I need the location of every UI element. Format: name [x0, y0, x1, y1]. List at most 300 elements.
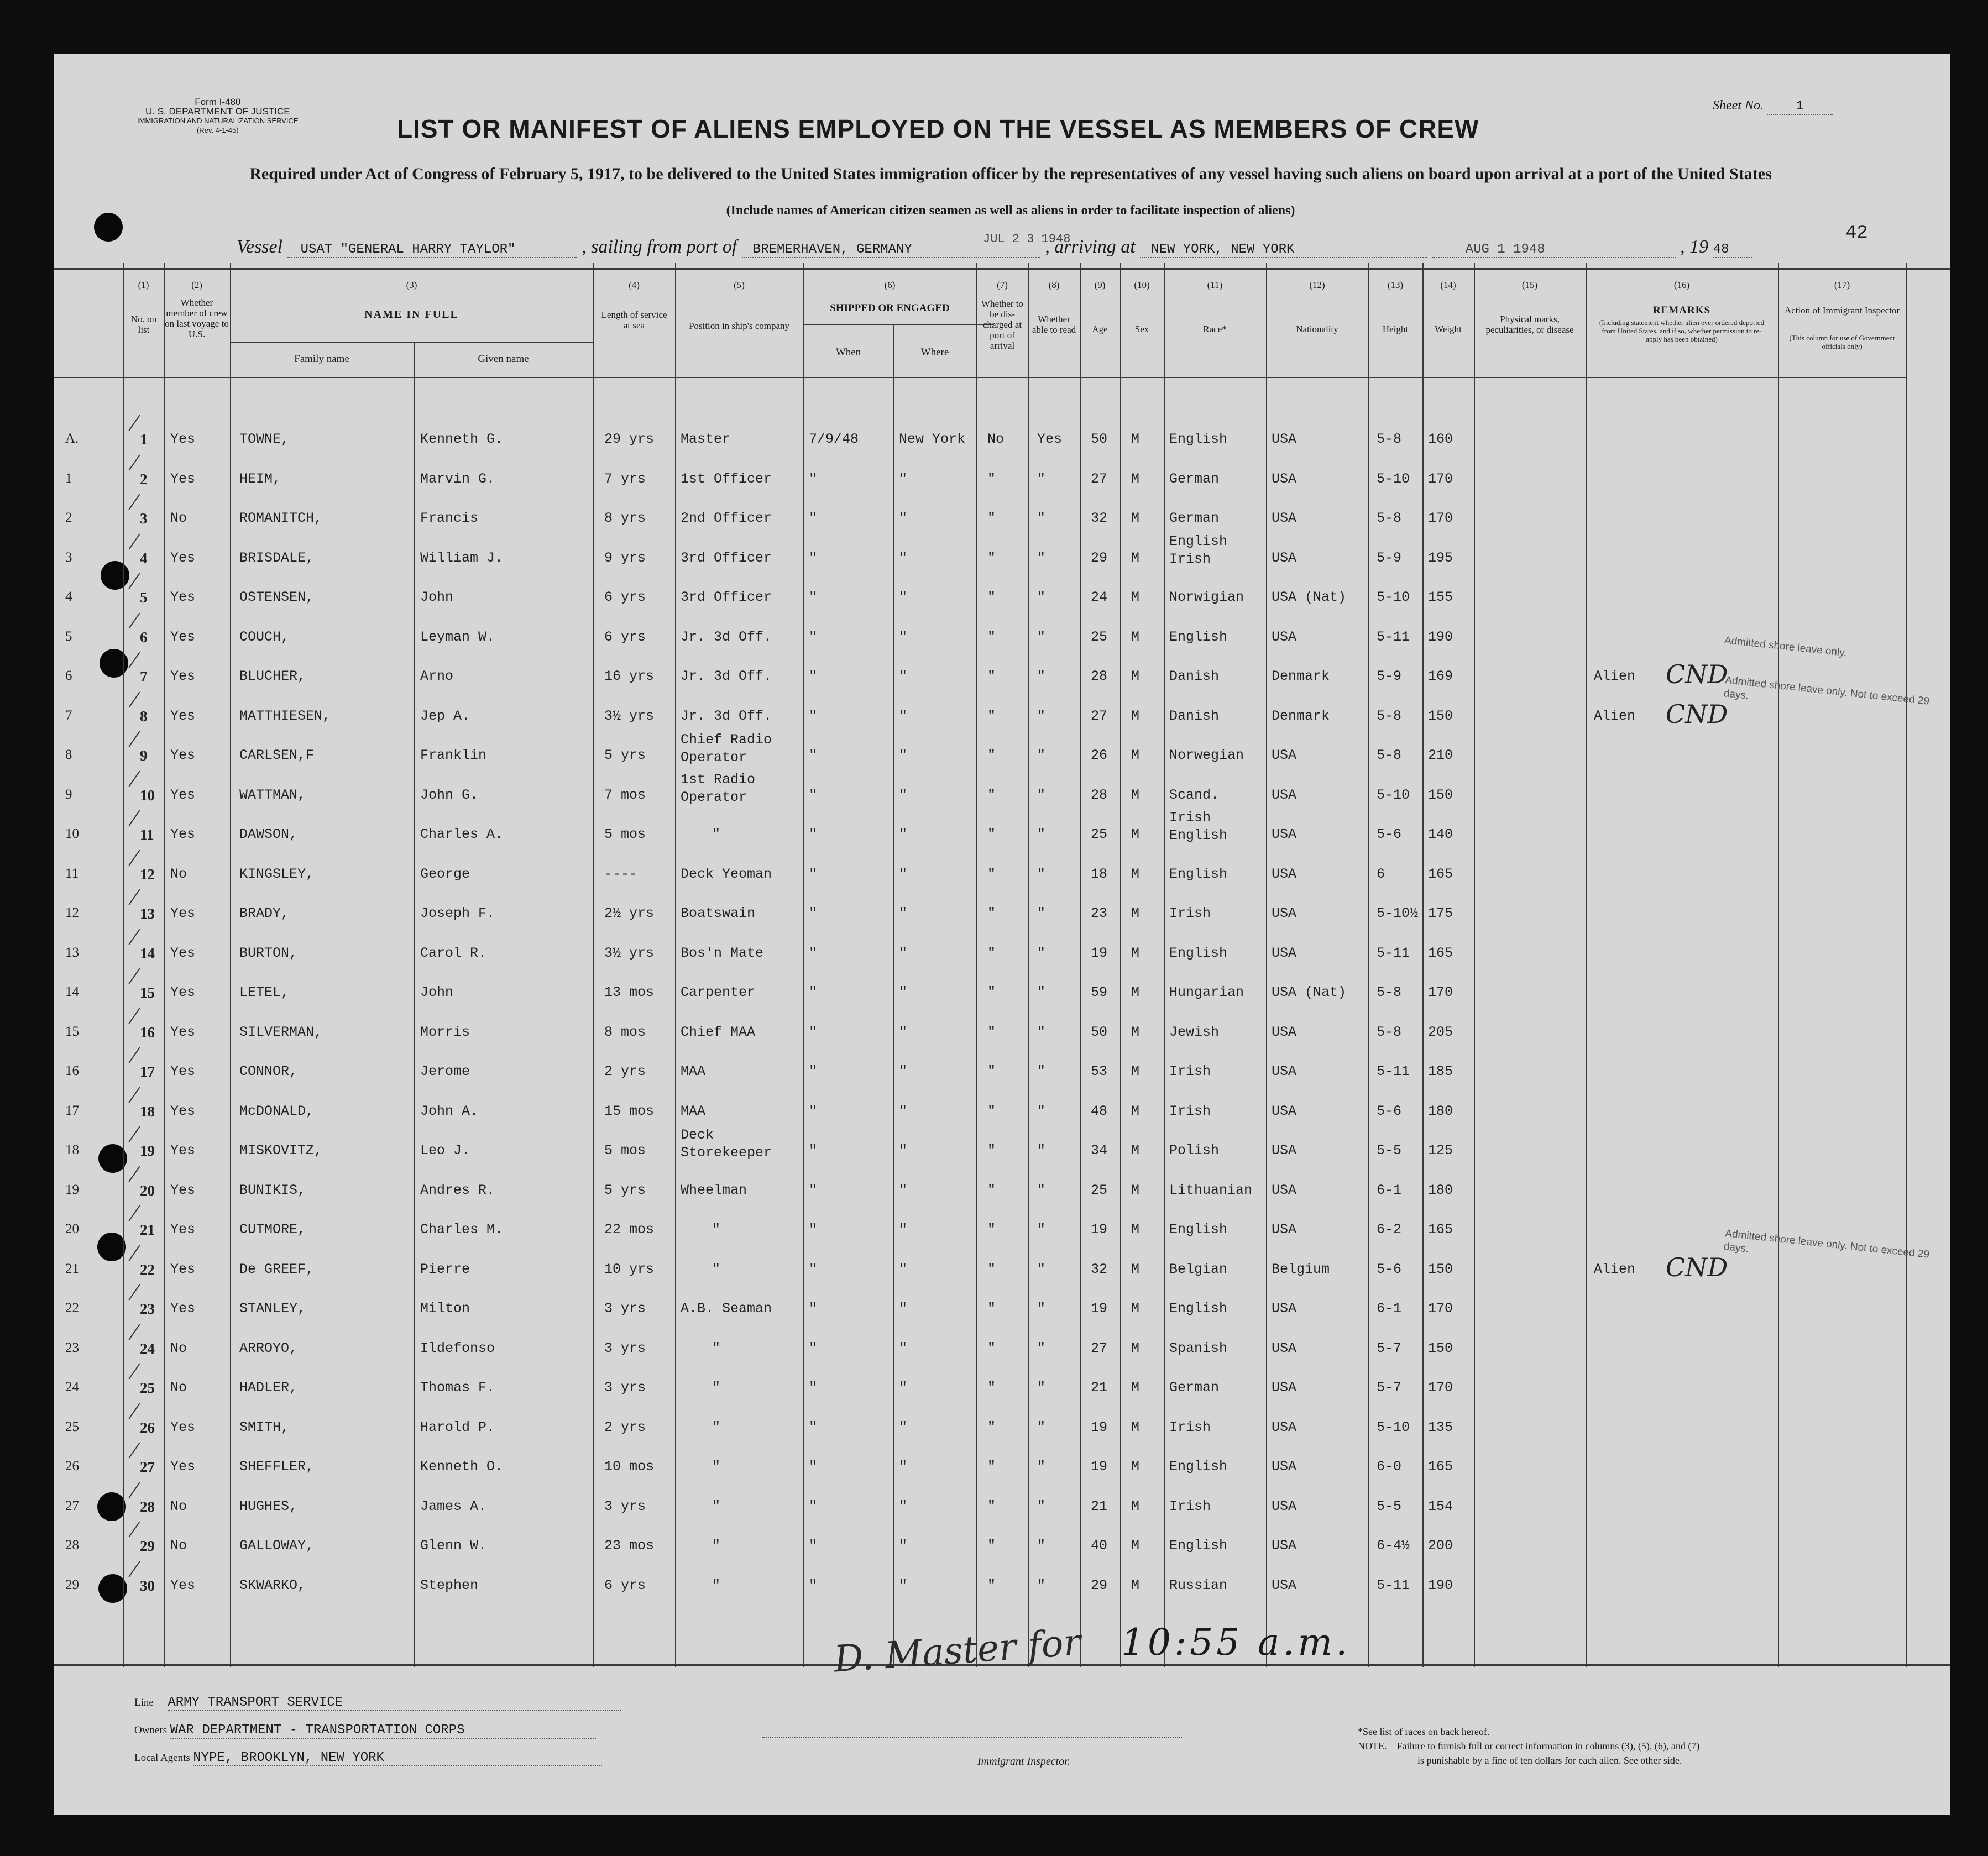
row-age: 28 [1091, 787, 1108, 803]
row-able-to-read: " [1037, 1182, 1046, 1198]
row-list-number: 6 [140, 629, 148, 646]
row-height: 5-8 [1377, 1024, 1402, 1040]
row-height: 5-6 [1377, 1103, 1402, 1119]
row-margin-number: 20 [65, 1221, 79, 1236]
row-race: Irish [1169, 1063, 1211, 1079]
footer-note-fine: NOTE.—Failure to furnish full or correct information in columns (3), (5), (6), and (7) [1358, 1740, 1700, 1752]
row-discharged: " [987, 708, 996, 724]
col-divider [1368, 263, 1369, 1667]
row-given-name: James A. [420, 1498, 487, 1514]
row-shipped-where: " [899, 1538, 908, 1554]
row-position: Jr. 3d Off. [681, 708, 772, 724]
row-admission-stamp: Admitted shore leave only. [1724, 635, 1848, 659]
row-race: Danish [1169, 708, 1220, 724]
row-list-number: 10 [140, 787, 155, 804]
row-discharged: " [987, 945, 996, 961]
line-label: Line [134, 1697, 154, 1708]
row-sex: M [1131, 708, 1140, 724]
col-header-race: Race* [1203, 324, 1227, 334]
row-service-length: 3 yrs [604, 1498, 646, 1514]
row-shipped-where: " [899, 510, 908, 526]
row-able-to-read: " [1037, 550, 1046, 566]
row-family-name: HEIM, [239, 471, 281, 487]
row-weight: 165 [1428, 866, 1453, 882]
row-discharged: " [987, 1142, 996, 1158]
row-given-name: John [420, 589, 454, 605]
row-shipped-where: " [899, 1419, 908, 1435]
row-margin-number: 29 [65, 1577, 79, 1592]
row-sex: M [1131, 550, 1140, 566]
col-header-discharged: Whether to be dis-charged at port of arrival [981, 298, 1023, 351]
row-height: 5-8 [1377, 510, 1402, 526]
row-family-name: SKWARKO, [239, 1577, 306, 1593]
check-mark-icon [128, 1087, 140, 1103]
row-age: 19 [1091, 1419, 1108, 1435]
shipped-subheader-line [803, 324, 994, 325]
row-discharged: " [987, 1538, 996, 1554]
row-service-length: 10 yrs [604, 1261, 655, 1277]
row-height: 5-8 [1377, 747, 1402, 763]
row-service-length: 2 yrs [604, 1419, 646, 1435]
row-shipped-where: " [899, 589, 908, 605]
row-race: English [1169, 1459, 1228, 1475]
vessel-name: USAT "GENERAL HARRY TAYLOR" [287, 242, 577, 258]
row-nationality: USA [1272, 747, 1297, 763]
row-race: Norwigian [1169, 589, 1244, 605]
row-family-name: BRADY, [239, 905, 290, 921]
row-age: 24 [1091, 589, 1108, 605]
form-number: Form I-480 [195, 97, 241, 107]
row-margin-number: 9 [65, 787, 72, 802]
row-sex: M [1131, 984, 1140, 1000]
row-shipped-when: " [809, 1498, 818, 1514]
row-service-length: ---- [604, 866, 638, 882]
row-weight: 169 [1428, 668, 1453, 684]
row-service-length: 6 yrs [604, 1577, 646, 1593]
row-last-voyage: Yes [170, 1142, 196, 1158]
check-mark-icon [128, 1522, 140, 1538]
row-able-to-read: " [1037, 945, 1046, 961]
footer-note-fine-cont: is punishable by a fine of ten dollars for each alien. See other side. [1417, 1755, 1682, 1766]
row-margin-number: 17 [65, 1103, 79, 1118]
row-age: 18 [1091, 866, 1108, 882]
row-race: Irish [1169, 1103, 1211, 1119]
row-nationality: Denmark [1272, 708, 1330, 724]
row-family-name: CONNOR, [239, 1063, 298, 1079]
row-height: 5-10½ [1377, 905, 1419, 921]
row-shipped-when: " [809, 550, 818, 566]
row-given-name: Francis [420, 510, 479, 526]
row-discharged: " [987, 629, 996, 645]
col-divider [123, 263, 124, 1667]
row-shipped-when: " [809, 1103, 818, 1119]
row-family-name: DAWSON, [239, 826, 298, 842]
row-shipped-when: " [809, 510, 818, 526]
row-age: 28 [1091, 668, 1108, 684]
row-age: 32 [1091, 510, 1108, 526]
col-number: (2) [191, 280, 202, 290]
row-nationality: USA [1272, 1380, 1297, 1396]
row-age: 19 [1091, 945, 1108, 961]
col-divider [1906, 263, 1907, 1667]
check-mark-icon [128, 1561, 140, 1577]
row-last-voyage: Yes [170, 1459, 196, 1475]
row-race: Spanish [1169, 1340, 1228, 1356]
row-given-name: Pierre [420, 1261, 470, 1277]
row-able-to-read: " [1037, 1459, 1046, 1475]
row-race: English [1169, 431, 1228, 447]
row-given-name: Morris [420, 1024, 470, 1040]
col-header-when: When [835, 347, 861, 358]
row-height: 5-8 [1377, 984, 1402, 1000]
row-able-to-read: " [1037, 1261, 1046, 1277]
row-last-voyage: No [170, 1340, 187, 1356]
col-number: (9) [1094, 280, 1106, 290]
row-margin-number: 18 [65, 1142, 79, 1157]
row-race: English [1169, 533, 1228, 549]
check-mark-icon [128, 534, 140, 550]
col-divider [414, 342, 415, 1667]
row-nationality: USA [1272, 1221, 1297, 1238]
row-shipped-when: " [809, 1142, 818, 1158]
row-nationality: USA [1272, 1340, 1297, 1356]
row-margin-number: 27 [65, 1498, 79, 1513]
row-shipped-where: " [899, 945, 908, 961]
row-race: Belgian [1169, 1261, 1228, 1277]
row-margin-number: 4 [65, 589, 72, 604]
col-header-sex: Sex [1134, 324, 1149, 334]
row-able-to-read: " [1037, 589, 1046, 605]
col-divider [1080, 263, 1081, 1667]
check-mark-icon [128, 1205, 140, 1221]
col-number: (8) [1048, 280, 1060, 290]
row-shipped-where: " [899, 629, 908, 645]
row-discharged: " [987, 1103, 996, 1119]
row-age: 29 [1091, 550, 1108, 566]
row-weight: 200 [1428, 1538, 1453, 1554]
row-discharged: " [987, 866, 996, 882]
row-sex: M [1131, 471, 1140, 487]
row-service-length: 10 mos [604, 1459, 655, 1475]
row-margin-number: 1 [65, 471, 72, 486]
row-position: " [712, 1577, 721, 1593]
col-header-age: Age [1092, 324, 1108, 334]
check-mark-icon [128, 415, 140, 431]
col-number: (7) [997, 280, 1008, 290]
row-weight: 170 [1428, 984, 1453, 1000]
col-number: (1) [138, 280, 149, 290]
row-position: MAA [681, 1063, 706, 1079]
row-service-length: 5 mos [604, 1142, 646, 1158]
row-list-number: 21 [140, 1221, 155, 1238]
row-height: 5-11 [1377, 945, 1410, 961]
row-shipped-where: " [899, 1063, 908, 1079]
row-shipped-where: " [899, 984, 908, 1000]
check-mark-icon [128, 1403, 140, 1419]
row-family-name: BURTON, [239, 945, 298, 961]
check-mark-icon [128, 692, 140, 708]
row-discharged: " [987, 1063, 996, 1079]
row-family-name: MISKOVITZ, [239, 1142, 323, 1158]
row-able-to-read: " [1037, 1577, 1046, 1593]
row-shipped-when: " [809, 1380, 818, 1396]
row-family-name: CARLSEN,F [239, 747, 315, 763]
row-sex: M [1131, 1340, 1140, 1356]
handwritten-time: 10:55 a.m. [1121, 1621, 1351, 1664]
row-shipped-when: " [809, 905, 818, 921]
inspector-label: Immigrant Inspector. [977, 1755, 1070, 1768]
row-race: Jewish [1169, 1024, 1220, 1040]
row-discharged: " [987, 984, 996, 1000]
row-discharged: " [987, 1221, 996, 1238]
row-nationality: USA [1272, 1024, 1297, 1040]
row-shipped-when: " [809, 866, 818, 882]
arriving-port: NEW YORK, NEW YORK [1140, 242, 1427, 258]
row-service-length: 23 mos [604, 1538, 655, 1554]
row-service-length: 13 mos [604, 984, 655, 1000]
row-given-name: Jerome [420, 1063, 470, 1079]
row-shipped-when: " [809, 1024, 818, 1040]
row-height: 5-7 [1377, 1340, 1402, 1356]
row-able-to-read: " [1037, 866, 1046, 882]
row-race: Irish [1169, 1498, 1211, 1514]
col-header-position: Position in ship's company [688, 321, 790, 331]
row-age: 27 [1091, 471, 1108, 487]
check-mark-icon [128, 1245, 140, 1261]
row-nationality: USA [1272, 510, 1297, 526]
row-list-number: 19 [140, 1142, 155, 1159]
row-sex: M [1131, 945, 1140, 961]
row-sex: M [1131, 1538, 1140, 1554]
row-service-length: 7 yrs [604, 471, 646, 487]
check-mark-icon [128, 494, 140, 510]
col-divider [164, 263, 165, 1667]
row-margin-number: 26 [65, 1459, 79, 1474]
row-nationality: USA [1272, 629, 1297, 645]
row-age: 25 [1091, 629, 1108, 645]
row-height: 5-6 [1377, 826, 1402, 842]
col-divider [1586, 263, 1587, 1667]
row-discharged: " [987, 1301, 996, 1317]
col-header-remarks-note: (Including statement whether alien ever ordered deported from United States, and if so, whether permission to re-apply has been obtained) [1599, 318, 1765, 343]
check-mark-icon [128, 850, 140, 866]
row-shipped-where: " [899, 1221, 908, 1238]
check-mark-icon [128, 810, 140, 826]
row-nationality: USA (Nat) [1272, 589, 1347, 605]
row-last-voyage: Yes [170, 1182, 196, 1198]
row-sex: M [1131, 1380, 1140, 1396]
row-last-voyage: Yes [170, 826, 196, 842]
row-height: 6-1 [1377, 1182, 1402, 1198]
row-age: 48 [1091, 1103, 1108, 1119]
row-height: 5-10 [1377, 787, 1410, 803]
row-age: 25 [1091, 1182, 1108, 1198]
row-list-number: 27 [140, 1459, 155, 1475]
row-service-length: 7 mos [604, 787, 646, 803]
row-shipped-when: " [809, 984, 818, 1000]
col-header-weight: Weight [1435, 324, 1462, 334]
row-margin-number: 23 [65, 1340, 79, 1355]
row-height: 6-1 [1377, 1301, 1402, 1317]
row-shipped-where: " [899, 471, 908, 487]
row-last-voyage: No [170, 510, 187, 526]
footer-note-races: *See list of races on back hereof. [1358, 1726, 1490, 1737]
row-position: Master [681, 431, 731, 447]
row-margin-number: A. [65, 431, 79, 446]
check-mark-icon [128, 1364, 140, 1380]
row-list-number: 11 [140, 826, 154, 843]
row-weight: 160 [1428, 431, 1453, 447]
row-given-name: Marvin G. [420, 471, 495, 487]
check-mark-icon [128, 1126, 140, 1142]
punch-hole [97, 1233, 126, 1261]
row-position: " [712, 1221, 721, 1238]
row-last-voyage: Yes [170, 1301, 196, 1317]
row-given-name: Harold P. [420, 1419, 495, 1435]
col-divider [1266, 263, 1267, 1667]
row-last-voyage: Yes [170, 1063, 196, 1079]
row-position: 3rd Officer [681, 589, 772, 605]
row-discharged: " [987, 1577, 996, 1593]
row-given-name: Arno [420, 668, 454, 684]
row-family-name: BUNIKIS, [239, 1182, 306, 1198]
row-weight: 190 [1428, 1577, 1453, 1593]
name-subheader-line [230, 342, 593, 343]
col-header-action-note: (This column for use of Government officials only) [1789, 334, 1895, 350]
arriving-label: , arriving at [1045, 237, 1136, 257]
row-margin-number: 24 [65, 1380, 79, 1394]
row-race: Irish [1169, 810, 1211, 826]
row-list-number: 2 [140, 471, 148, 487]
col-header-remarks: REMARKS [1652, 305, 1711, 316]
row-position-cont: Storekeeper [681, 1145, 772, 1161]
row-able-to-read: " [1037, 471, 1046, 487]
row-race: German [1169, 471, 1220, 487]
row-last-voyage: Yes [170, 1261, 196, 1277]
row-given-name: Milton [420, 1301, 470, 1317]
row-cnd-mark: CND [1666, 1252, 1728, 1282]
row-given-name: William J. [420, 550, 504, 566]
col-header-name: NAME IN FULL [364, 308, 459, 321]
col-divider [1028, 263, 1029, 1667]
row-shipped-when: " [809, 1340, 818, 1356]
row-able-to-read: " [1037, 1301, 1046, 1317]
owners-label: Owners [134, 1724, 168, 1736]
row-position: MAA [681, 1103, 706, 1119]
row-able-to-read: " [1037, 1419, 1046, 1435]
col-header-physical-marks: Physical marks, peculiarities, or disease [1485, 314, 1574, 335]
row-remark: Alien [1594, 708, 1636, 724]
row-able-to-read: " [1037, 1380, 1046, 1396]
row-service-length: 6 yrs [604, 629, 646, 645]
row-given-name: Charles M. [420, 1221, 504, 1238]
row-margin-number: 15 [65, 1024, 79, 1039]
row-sex: M [1131, 1221, 1140, 1238]
row-weight: 125 [1428, 1142, 1453, 1158]
row-able-to-read: Yes [1037, 431, 1063, 447]
row-family-name: WATTMAN, [239, 787, 306, 803]
row-discharged: " [987, 1459, 996, 1475]
row-list-number: 22 [140, 1261, 155, 1278]
row-position-cont: Operator [681, 749, 747, 766]
row-able-to-read: " [1037, 1538, 1046, 1554]
row-given-name: Ildefonso [420, 1340, 495, 1356]
row-remark: Alien [1594, 668, 1636, 684]
col-divider [1422, 263, 1424, 1667]
row-given-name: Stephen [420, 1577, 479, 1593]
row-last-voyage: Yes [170, 1419, 196, 1435]
row-sex: M [1131, 668, 1140, 684]
owners-value: WAR DEPARTMENT - TRANSPORTATION CORPS [170, 1723, 596, 1739]
row-weight: 170 [1428, 471, 1453, 487]
row-height: 6-2 [1377, 1221, 1402, 1238]
row-position: Jr. 3d Off. [681, 629, 772, 645]
row-weight: 150 [1428, 1340, 1453, 1356]
row-height: 5-8 [1377, 708, 1402, 724]
row-position: 1st Radio [681, 772, 756, 788]
row-sex: M [1131, 1063, 1140, 1079]
row-family-name: BRISDALE, [239, 550, 315, 566]
row-list-number: 14 [140, 945, 155, 962]
row-margin-number: 19 [65, 1182, 79, 1197]
row-shipped-where: " [899, 866, 908, 882]
row-height: 5-10 [1377, 589, 1410, 605]
punch-hole [94, 213, 123, 242]
row-height: 5-6 [1377, 1261, 1402, 1277]
row-family-name: OSTENSEN, [239, 589, 315, 605]
row-shipped-when: " [809, 1221, 818, 1238]
row-family-name: CUTMORE, [239, 1221, 306, 1238]
form-header [137, 97, 299, 135]
row-nationality: USA (Nat) [1272, 984, 1347, 1000]
row-age: 29 [1091, 1577, 1108, 1593]
row-list-number: 7 [140, 668, 148, 685]
col-header-service: Length of service at sea [601, 310, 667, 331]
row-discharged: " [987, 471, 996, 487]
row-nationality: USA [1272, 1063, 1297, 1079]
row-cnd-mark: CND [1666, 699, 1728, 729]
row-discharged: " [987, 787, 996, 803]
row-discharged: No [987, 431, 1005, 447]
row-height: 6 [1377, 866, 1385, 882]
row-able-to-read: " [1037, 510, 1046, 526]
row-position: Chief Radio [681, 732, 772, 748]
row-family-name: McDONALD, [239, 1103, 315, 1119]
row-race: Irish [1169, 1419, 1211, 1435]
department: U. S. DEPARTMENT OF JUSTICE [145, 106, 290, 117]
row-family-name: STANLEY, [239, 1301, 306, 1317]
row-race: Russian [1169, 1577, 1228, 1593]
row-margin-number: 7 [65, 708, 72, 723]
page-title: LIST OR MANIFEST OF ALIENS EMPLOYED ON THE VESSEL AS MEMBERS OF CREW [397, 114, 1479, 143]
row-height: 5-11 [1377, 1577, 1410, 1593]
row-able-to-read: " [1037, 984, 1046, 1000]
row-able-to-read: " [1037, 1024, 1046, 1040]
row-shipped-when: " [809, 1301, 818, 1317]
row-able-to-read: " [1037, 826, 1046, 842]
row-shipped-when: 7/9/48 [809, 431, 859, 447]
row-shipped-where: " [899, 905, 908, 921]
row-family-name: SILVERMAN, [239, 1024, 323, 1040]
row-shipped-when: " [809, 471, 818, 487]
row-discharged: " [987, 1024, 996, 1040]
check-mark-icon [128, 1047, 140, 1063]
row-height: 5-11 [1377, 1063, 1410, 1079]
page-subtitle: Required under Act of Congress of February 5, 1917, to be delivered to the United States immigration officer by the representatives of any vessel having such aliens on board upon arrival at a port of the United States [249, 165, 1772, 183]
check-mark-icon [128, 771, 140, 787]
col-divider [230, 263, 231, 1667]
row-shipped-when: " [809, 708, 818, 724]
